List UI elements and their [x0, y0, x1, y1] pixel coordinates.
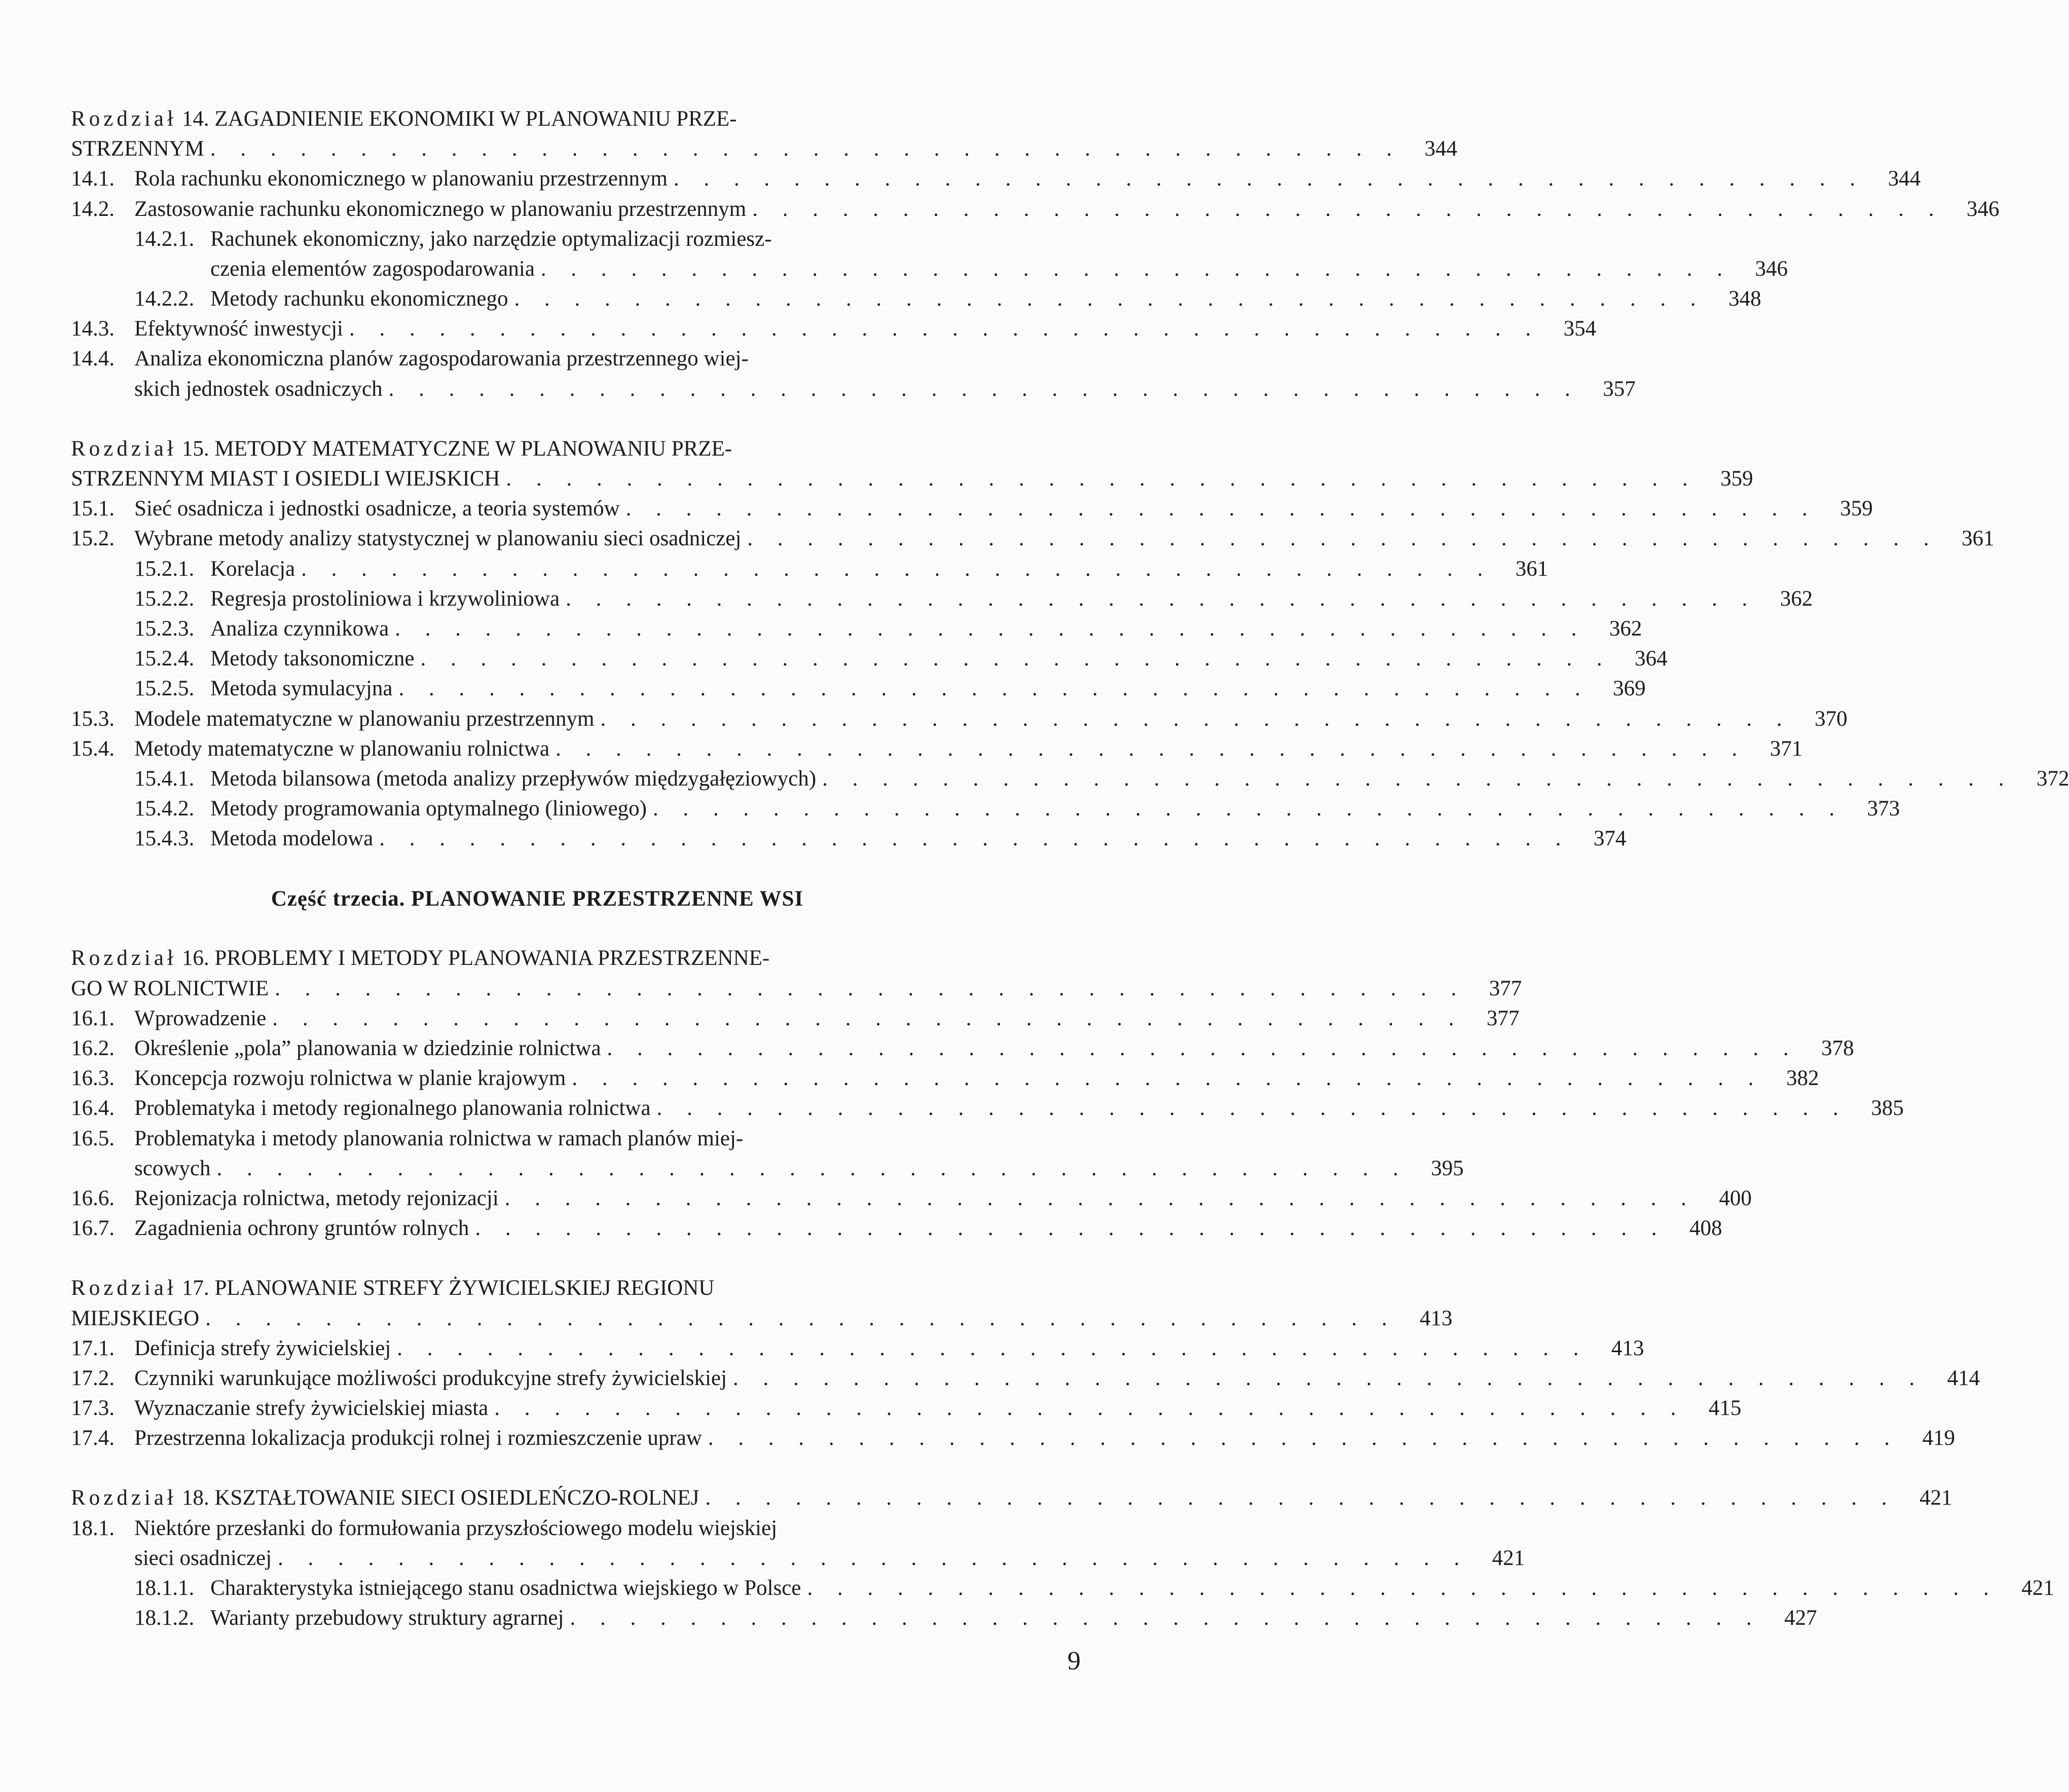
dot-leader: . . . . . . . . . . . . . . . . . . . . . . . . . . . . . . . . . . . . . . . .: [397, 1336, 1588, 1360]
dot-leader: . . . . . . . . . . . . . . . . . . . . . . . . . . . . . . . . . . . . . . . .: [506, 467, 1697, 491]
section-title: Wybrane metody analizy statystycznej w planowaniu sieci osadniczej: [134, 527, 742, 551]
chapter-title: 18. KSZTAŁTOWANIE SIECI OSIEDLEŃCZO-ROLNEJ: [181, 1486, 699, 1510]
section-title: GO W ROLNICTWIE: [71, 976, 269, 1000]
section-gap: [71, 404, 1004, 434]
section-title: Analiza ekonomiczna planów zagospodarowania przestrzennego wiej-: [134, 347, 749, 371]
section-number: 15.4.: [71, 736, 115, 761]
section-number: 18.1.1.: [134, 1576, 195, 1600]
section-title: Niektóre przesłanki do formułowania przyszłościowego modelu wiejskiej: [134, 1516, 778, 1540]
dot-leader: . . . . . . . . . . . . . . . . . . . . . . . . . . . . . . . . . . . . . . . .: [600, 706, 1792, 731]
toc-entry: [71, 524, 1994, 553]
page-ref: 400: [1719, 1186, 1752, 1210]
section-number: 16.1.: [71, 1006, 115, 1030]
section-title: Metoda bilansowa (metoda analizy przepływów międzygałęziowych): [210, 766, 817, 791]
section-number: 15.2.5.: [134, 677, 195, 701]
dot-leader: . . . . . . . . . . . . . . . . . . . . . . . . . . . . . . . . . . . . . . . .: [822, 766, 2014, 791]
dot-leader: . . . . . . . . . . . . . . . . . . . . . . . . . . . . . . . . . . . . . . . .: [275, 976, 1466, 1000]
part-heading: Część trzecia. PLANOWANIE PRZESTRZENNE WSI: [271, 886, 804, 911]
dot-leader: . . . . . . . . . . . . . . . . . . . . . . . . . . . . . . . . . . . . . . . .: [494, 1396, 1686, 1421]
section-title: Rola rachunku ekonomicznego w planowaniu przestrzennym: [134, 167, 668, 191]
section-number: 16.4.: [71, 1096, 115, 1121]
toc-entry: [71, 284, 1761, 314]
section-number: 17.4.: [71, 1426, 115, 1450]
section-number: 14.2.2.: [134, 287, 195, 311]
dot-leader: . . . . . . . . . . . . . . . . . . . . . . . . . . . . . . . . . . . . . . . .: [379, 827, 1571, 851]
chapter-title: 16. PROBLEMY I METODY PLANOWANIA PRZESTRZENNE-: [181, 946, 770, 970]
section-number: 17.2.: [71, 1366, 115, 1390]
section-number: 15.4.1.: [134, 766, 195, 791]
page-ref: 346: [1966, 197, 2000, 221]
toc-entry: [71, 554, 1548, 584]
dot-leader: . . . . . . . . . . . . . . . . . . . . . . . . . . . . . . . . . . . . . . . .: [656, 1096, 1848, 1121]
toc-entry: [71, 1573, 2054, 1603]
page-ref: 354: [1563, 317, 1597, 341]
page-ref: 362: [1609, 616, 1642, 641]
section-number: 15.1.: [71, 497, 115, 521]
toc-entry: [71, 1063, 1819, 1093]
section-title: Przestrzenna lokalizacja produkcji rolnej i rozmieszczenie upraw: [134, 1426, 702, 1450]
dot-leader: . . . . . . . . . . . . . . . . . . . . . . . . . . . . . . . . . . . . . . . .: [395, 616, 1586, 641]
section-number: 17.1.: [71, 1336, 115, 1360]
section-title: Metoda symulacyjna: [210, 677, 393, 701]
section-gap: [71, 1243, 1004, 1273]
page-ref: 369: [1613, 677, 1646, 701]
section-number: 15.2.4.: [134, 647, 195, 671]
section-title: sieci osadniczej: [134, 1546, 272, 1570]
dot-leader: . . . . . . . . . . . . . . . . . . . . . . . . . . . . . . . . . . . . . . . .: [272, 1006, 1464, 1030]
page-ref: 361: [1515, 556, 1548, 581]
section-title: Zagadnienia ochrony gruntów rolnych: [134, 1216, 469, 1241]
dot-leader: . . . . . . . . . . . . . . . . . . . . . . . . . . . . . . . . . . . . . . . .: [752, 197, 1944, 221]
section-title: Analiza czynnikowa: [210, 616, 389, 641]
toc-entry: [71, 824, 1627, 853]
page-ref: 413: [1611, 1336, 1644, 1360]
section-title: Korelacja: [210, 556, 295, 581]
page-ref: 377: [1489, 976, 1522, 1000]
toc-entry: [71, 974, 1522, 1003]
section-title: Sieć osadnicza i jednostki osadnicze, a teoria systemów: [134, 497, 620, 521]
dot-leader: . . . . . . . . . . . . . . . . . . . . . . . . . . . . . . . . . . . . . . . .: [540, 256, 1732, 281]
section-number: 15.2.: [71, 527, 115, 551]
dot-leader: . . . . . . . . . . . . . . . . . . . . . . . . . . . . . . . . . . . . . . . .: [572, 1066, 1763, 1091]
chapter-heading: [71, 1273, 1004, 1303]
section-title: Wyznaczanie strefy żywicielskiej miasta: [134, 1396, 489, 1421]
page-ref: 359: [1720, 467, 1753, 491]
dot-leader: . . . . . . . . . . . . . . . . . . . . . . . . . . . . . . . . . . . . . . . .: [673, 167, 1865, 191]
toc-entry: [71, 464, 1753, 494]
section-title: Regresja prostoliniowa i krzywoliniowa: [210, 586, 560, 611]
page-ref: 427: [1784, 1606, 1817, 1630]
section-title: Warianty przebudowy struktury agrarnej: [210, 1606, 564, 1630]
dot-leader: . . . . . . . . . . . . . . . . . . . . . . . . . . . . . . . . . . . . . . . .: [216, 1156, 1408, 1180]
section-title: Metody taksonomiczne: [210, 647, 415, 671]
page-ref: 377: [1487, 1006, 1520, 1030]
section-title: Metoda modelowa: [210, 827, 374, 851]
section-number: 14.4.: [71, 347, 115, 371]
section-gap: [71, 854, 1004, 884]
page-ref: 357: [1603, 377, 1636, 401]
toc-entry: [71, 1513, 1004, 1543]
page-ref: 414: [1947, 1366, 1980, 1390]
section-number: 14.2.: [71, 197, 115, 221]
page-ref: 421: [1919, 1486, 1952, 1510]
section-title: scowych: [134, 1156, 211, 1180]
section-title: Koncepcja rozwoju rolnictwa w planie krajowym: [134, 1066, 566, 1091]
toc-entry: [71, 1363, 1980, 1393]
section-title: Charakterystyka istniejącego stanu osadnictwa wiejskiego w Polsce: [210, 1576, 801, 1600]
dot-leader: . . . . . . . . . . . . . . . . . . . . . . . . . . . . . . . . . . . . . . . .: [504, 1186, 1696, 1210]
section-title: STRZENNYM MIAST I OSIEDLI WIEJSKICH: [71, 467, 500, 491]
toc-entry: [71, 1153, 1464, 1183]
toc-entry: [71, 1124, 1004, 1153]
section-title: Metody programowania optymalnego (liniowego): [210, 797, 647, 821]
toc-entry: [71, 1093, 1904, 1123]
toc-entry: [71, 1303, 1453, 1333]
toc-entry: [71, 1213, 1722, 1243]
page-ref: 346: [1755, 256, 1788, 281]
toc-entry: [71, 764, 2069, 794]
chapter-heading: [71, 434, 1004, 464]
page-ref: 370: [1815, 706, 1848, 731]
toc-entry: [71, 1423, 1955, 1453]
dot-leader: . . . . . . . . . . . . . . . . . . . . . . . . . . . . . . . . . . . . . . . .: [349, 317, 1541, 341]
page-ref: 419: [1922, 1426, 1955, 1450]
toc-entry: [71, 1183, 1752, 1213]
page-ref: 373: [1867, 797, 1900, 821]
dot-leader: . . . . . . . . . . . . . . . . . . . . . . . . . . . . . . . . . . . . . . . .: [566, 586, 1757, 611]
dot-leader: . . . . . . . . . . . . . . . . . . . . . . . . . . . . . . . . . . . . . . . .: [705, 1486, 1897, 1510]
section-number: 14.1.: [71, 167, 115, 191]
dot-leader: . . . . . . . . . . . . . . . . . . . . . . . . . . . . . . . . . . . . . . . .: [278, 1546, 1469, 1570]
section-number: 16.3.: [71, 1066, 115, 1091]
page-ref: 415: [1708, 1396, 1742, 1421]
section-number: 18.1.: [71, 1516, 115, 1540]
chapter-title: 15. METODY MATEMATYCZNE W PLANOWANIU PRZE-: [181, 436, 732, 461]
page-ref: 395: [1431, 1156, 1464, 1180]
toc-entry: [71, 674, 1646, 703]
section-title: Czynniki warunkujące możliwości produkcyjne strefy żywicielskiej: [134, 1366, 727, 1390]
toc-entry: [71, 1603, 1817, 1633]
toc-entry: [71, 794, 1900, 824]
section-title: Wprowadzenie: [134, 1006, 267, 1030]
chapter-label: Rozdział: [71, 436, 177, 461]
dot-leader: . . . . . . . . . . . . . . . . . . . . . . . . . . . . . . . . . . . . . . . .: [653, 797, 1844, 821]
toc-entry: [71, 704, 1848, 734]
section-number: 15.4.3.: [134, 827, 195, 851]
toc-entry: [71, 1333, 1644, 1363]
section-number: 14.2.1.: [134, 227, 195, 251]
page-number: 9: [1067, 1647, 1081, 1675]
section-title: Rachunek ekonomiczny, jako narzędzie optymalizacji rozmiesz-: [210, 227, 772, 251]
section-title: Rejonizacja rolnictwa, metody rejonizacji: [134, 1186, 499, 1210]
section-title: skich jednostek osadniczych: [134, 377, 383, 401]
chapter-heading: [71, 1483, 1952, 1513]
toc-entry: [71, 254, 1788, 284]
section-title: Efektywność inwestycji: [134, 317, 343, 341]
toc-entry: [71, 344, 1004, 374]
page-ref: 344: [1424, 137, 1458, 161]
page-ref: 364: [1635, 647, 1668, 671]
section-title: Metody matematyczne w planowaniu rolnictwa: [134, 736, 550, 761]
section-title: MIEJSKIEGO: [71, 1306, 200, 1330]
toc-entry: [71, 164, 1921, 194]
section-number: 17.3.: [71, 1396, 115, 1421]
chapter-heading: [71, 944, 1004, 974]
toc-entry: [71, 584, 1813, 614]
section-number: 16.5.: [71, 1126, 115, 1150]
page-ref: 372: [2036, 766, 2069, 791]
toc-entry: [71, 1543, 1525, 1573]
page-ref: 371: [1769, 736, 1803, 761]
page-ref: 362: [1780, 586, 1813, 611]
section-title: STRZENNYM: [71, 137, 204, 161]
section-title: Problematyka i metody planowania rolnictwa w ramach planów miej-: [134, 1126, 744, 1150]
dot-leader: . . . . . . . . . . . . . . . . . . . . . . . . . . . . . . . . . . . . . . . .: [301, 556, 1493, 581]
chapter-title: 17. PLANOWANIE STREFY ŻYWICIELSKIEJ REGIONU: [181, 1276, 715, 1300]
page-ref: 382: [1786, 1066, 1819, 1091]
toc-entry: [71, 194, 2000, 224]
page-ref: 348: [1728, 287, 1761, 311]
page-ref: 408: [1689, 1216, 1722, 1241]
section-number: 18.1.2.: [134, 1606, 195, 1630]
toc-entry: [71, 134, 1458, 164]
dot-leader: . . . . . . . . . . . . . . . . . . . . . . . . . . . . . . . . . . . . . . . .: [747, 527, 1939, 551]
chapter-title: 14. ZAGADNIENIE EKONOMIKI W PLANOWANIU PRZE-: [181, 106, 737, 131]
dot-leader: . . . . . . . . . . . . . . . . . . . . . . . . . . . . . . . . . . . . . . . .: [733, 1366, 1925, 1390]
dot-leader: . . . . . . . . . . . . . . . . . . . . . . . . . . . . . . . . . . . . . . . .: [607, 1036, 1798, 1061]
chapter-label: Rozdział: [71, 106, 177, 131]
section-number: 14.3.: [71, 317, 115, 341]
dot-leader: . . . . . . . . . . . . . . . . . . . . . . . . . . . . . . . . . . . . . . . .: [625, 497, 1817, 521]
table-of-contents: [71, 104, 2069, 1633]
section-title: Problematyka i metody regionalnego planowania rolnictwa: [134, 1096, 651, 1121]
dot-leader: . . . . . . . . . . . . . . . . . . . . . . . . . . . . . . . . . . . . . . . .: [570, 1606, 1761, 1630]
dot-leader: . . . . . . . . . . . . . . . . . . . . . . . . . . . . . . . . . . . . . . . .: [556, 736, 1747, 761]
page-ref: 378: [1821, 1036, 1854, 1061]
toc-entry: [71, 1033, 1854, 1063]
section-number: 15.2.2.: [134, 586, 195, 611]
section-number: 15.2.1.: [134, 556, 195, 581]
toc-entry: [71, 644, 1668, 674]
toc-entry: [71, 494, 1873, 524]
dot-leader: . . . . . . . . . . . . . . . . . . . . . . . . . . . . . . . . . . . . . . . .: [514, 287, 1706, 311]
page-ref: 359: [1840, 497, 1873, 521]
section-gap: [71, 1453, 1004, 1483]
chapter-label: Rozdział: [71, 946, 177, 970]
chapter-heading: [71, 104, 1004, 134]
section-number: 16.6.: [71, 1186, 115, 1210]
section-number: 15.4.2.: [134, 797, 195, 821]
dot-leader: . . . . . . . . . . . . . . . . . . . . . . . . . . . . . . . . . . . . . . . .: [475, 1216, 1667, 1241]
section-number: 15.2.3.: [134, 616, 195, 641]
dot-leader: . . . . . . . . . . . . . . . . . . . . . . . . . . . . . . . . . . . . . . . .: [420, 647, 1612, 671]
toc-entry: [71, 314, 1597, 344]
dot-leader: . . . . . . . . . . . . . . . . . . . . . . . . . . . . . . . . . . . . . . . .: [708, 1426, 1900, 1450]
page-ref: 413: [1419, 1306, 1453, 1330]
section-title: Definicja strefy żywicielskiej: [134, 1336, 391, 1360]
page-ref: 361: [1962, 527, 1994, 551]
page-ref: 385: [1871, 1096, 1904, 1121]
chapter-label: Rozdział: [71, 1276, 177, 1300]
dot-leader: . . . . . . . . . . . . . . . . . . . . . . . . . . . . . . . . . . . . . . . .: [210, 137, 1402, 161]
toc-entry: [71, 1003, 1520, 1033]
toc-entry: [71, 734, 1803, 764]
section-title: Określenie „pola” planowania w dziedzinie rolnictwa: [134, 1036, 601, 1061]
section-title: Zastosowanie rachunku ekonomicznego w planowaniu przestrzennym: [134, 197, 747, 221]
dot-leader: . . . . . . . . . . . . . . . . . . . . . . . . . . . . . . . . . . . . . . . .: [205, 1306, 1397, 1330]
section-number: 16.7.: [71, 1216, 115, 1241]
page-ref: 421: [2021, 1576, 2054, 1600]
chapter-label: Rozdział: [71, 1486, 177, 1510]
section-number: 16.2.: [71, 1036, 115, 1061]
toc-entry: [71, 1393, 1742, 1423]
section-title: czenia elementów zagospodarowania: [210, 256, 535, 281]
dot-leader: . . . . . . . . . . . . . . . . . . . . . . . . . . . . . . . . . . . . . . . .: [807, 1576, 1999, 1600]
dot-leader: . . . . . . . . . . . . . . . . . . . . . . . . . . . . . . . . . . . . . . . .: [388, 377, 1580, 401]
dot-leader: . . . . . . . . . . . . . . . . . . . . . . . . . . . . . . . . . . . . . . . .: [398, 677, 1590, 701]
section-title: Modele matematyczne w planowaniu przestrzennym: [134, 706, 595, 731]
section-title: Metody rachunku ekonomicznego: [210, 287, 508, 311]
section-number: 15.3.: [71, 706, 115, 731]
page-ref: 421: [1492, 1546, 1525, 1570]
page-ref: 374: [1593, 827, 1627, 851]
page-ref: 344: [1888, 167, 1921, 191]
toc-entry: [71, 374, 1636, 404]
toc-entry: [71, 614, 1642, 644]
toc-entry: [71, 224, 1004, 254]
